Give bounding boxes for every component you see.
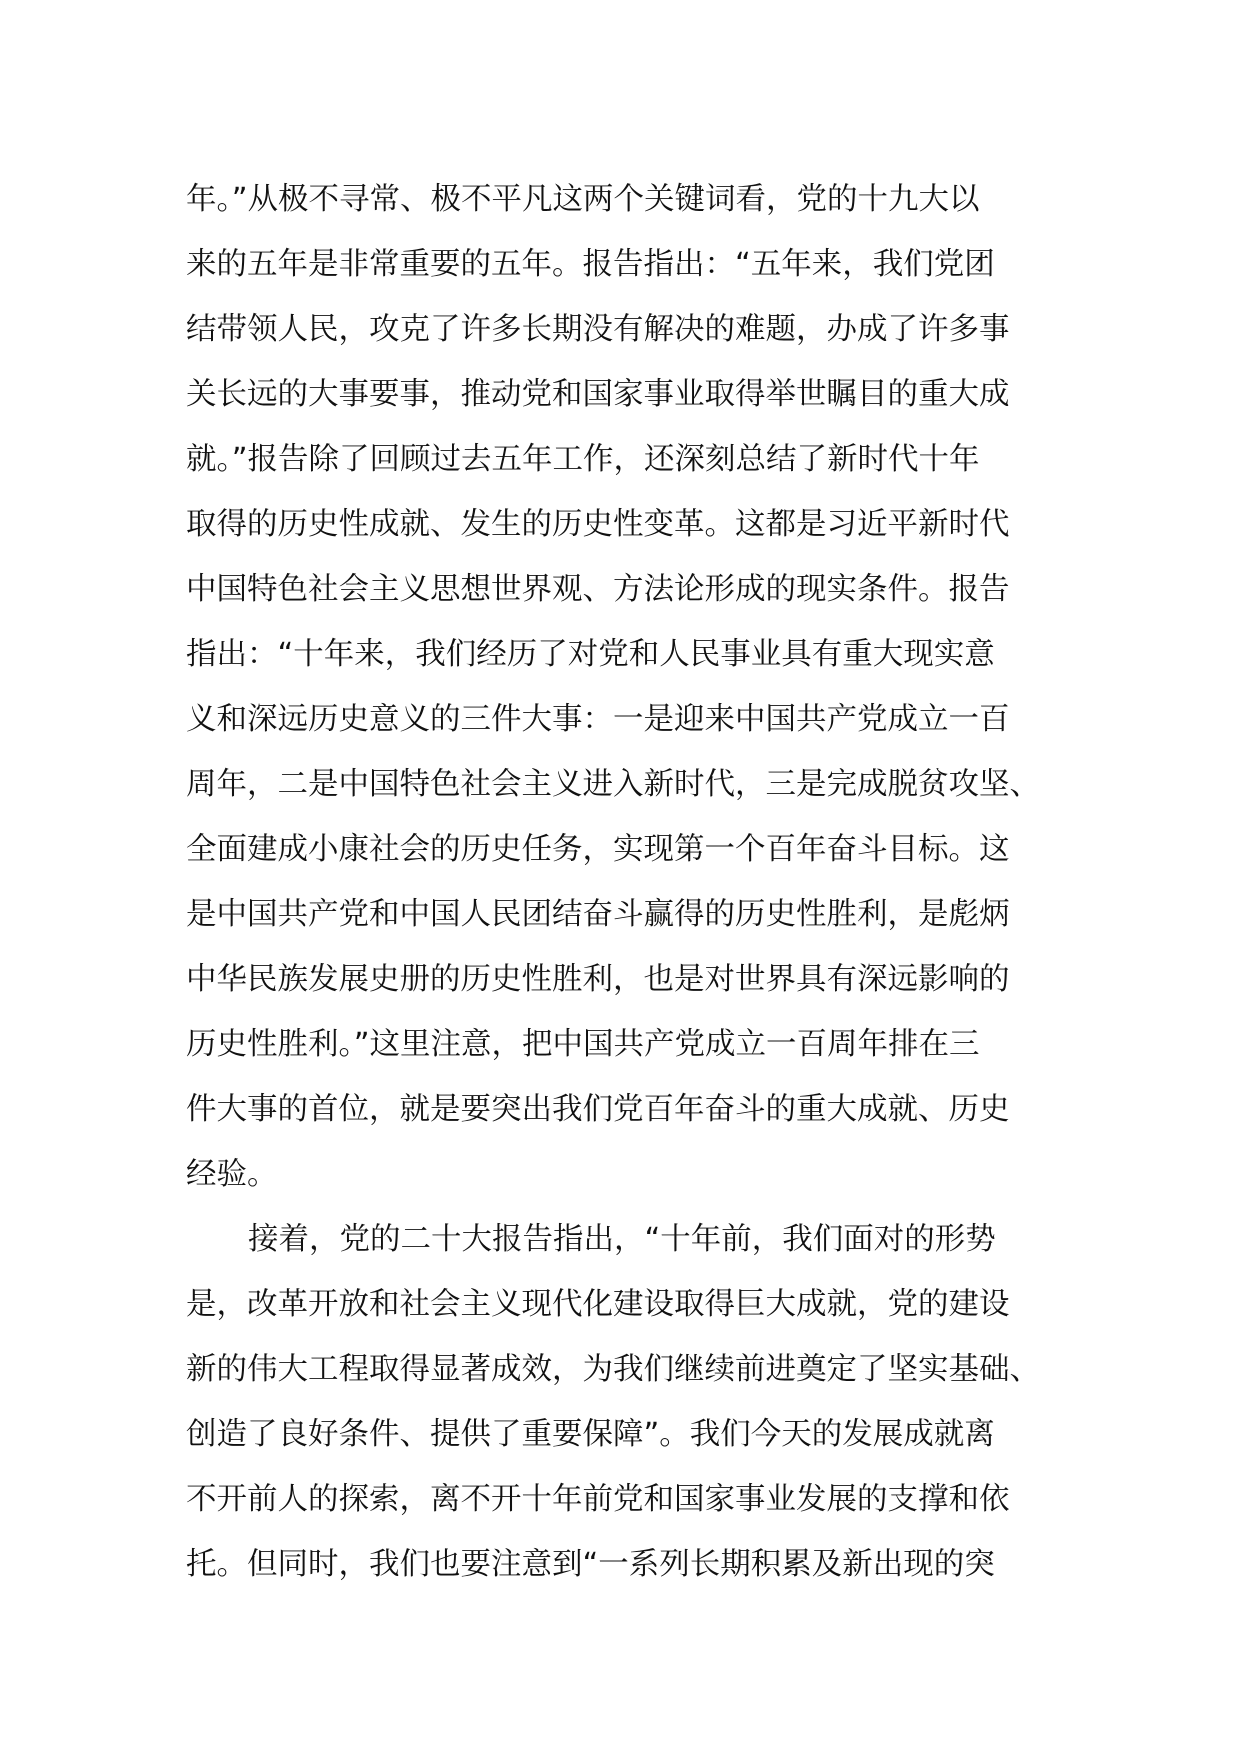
text-line: 年。”从极不寻常、极不平凡这两个关键词看，党的十九大以 <box>186 182 980 217</box>
body-text <box>186 167 1066 1597</box>
text-line: 周年，二是中国特色社会主义进入新时代，三是完成脱贫攻坚、 <box>186 767 1040 802</box>
text-line: 经验。 <box>186 1157 278 1192</box>
paragraph-1 <box>186 167 1066 1207</box>
text-line: 件大事的首位，就是要突出我们党百年奋斗的重大成就、历史 <box>186 1092 1010 1127</box>
text-line: 是，改革开放和社会主义现代化建设取得巨大成就，党的建设 <box>186 1287 1010 1322</box>
text-line: 中华民族发展史册的历史性胜利，也是对世界具有深远影响的 <box>186 962 1010 997</box>
text-line: 新的伟大工程取得显著成效，为我们继续前进奠定了坚实基础、 <box>186 1352 1040 1387</box>
text-line: 来的五年是非常重要的五年。报告指出：“五年来，我们党团 <box>186 247 995 282</box>
text-line: 历史性胜利。”这里注意，把中国共产党成立一百周年排在三 <box>186 1027 980 1062</box>
text-line: 指出：“十年来，我们经历了对党和人民事业具有重大现实意 <box>186 637 995 672</box>
text-line: 全面建成小康社会的历史任务，实现第一个百年奋斗目标。这 <box>186 832 1010 867</box>
text-line: 义和深远历史意义的三件大事：一是迎来中国共产党成立一百 <box>186 702 1010 737</box>
text-line: 不开前人的探索，离不开十年前党和国家事业发展的支撑和依 <box>186 1482 1010 1517</box>
text-line: 托。但同时，我们也要注意到“一系列长期积累及新出现的突 <box>186 1547 995 1582</box>
text-line: 是中国共产党和中国人民团结奋斗赢得的历史性胜利，是彪炳 <box>186 897 1010 932</box>
text-line: 关长远的大事要事，推动党和国家事业取得举世瞩目的重大成 <box>186 377 1010 412</box>
text-line-indented: 接着，党的二十大报告指出，“十年前，我们面对的形势 <box>248 1222 996 1257</box>
paragraph-2 <box>186 1207 1066 1597</box>
text-line: 创造了良好条件、提供了重要保障”。我们今天的发展成就离 <box>186 1417 995 1452</box>
text-line: 取得的历史性成就、发生的历史性变革。这都是习近平新时代 <box>186 507 1010 542</box>
text-line: 中国特色社会主义思想世界观、方法论形成的现实条件。报告 <box>186 572 1010 607</box>
text-line: 就。”报告除了回顾过去五年工作，还深刻总结了新时代十年 <box>186 442 980 477</box>
text-line: 结带领人民，攻克了许多长期没有解决的难题，办成了许多事 <box>186 312 1010 347</box>
